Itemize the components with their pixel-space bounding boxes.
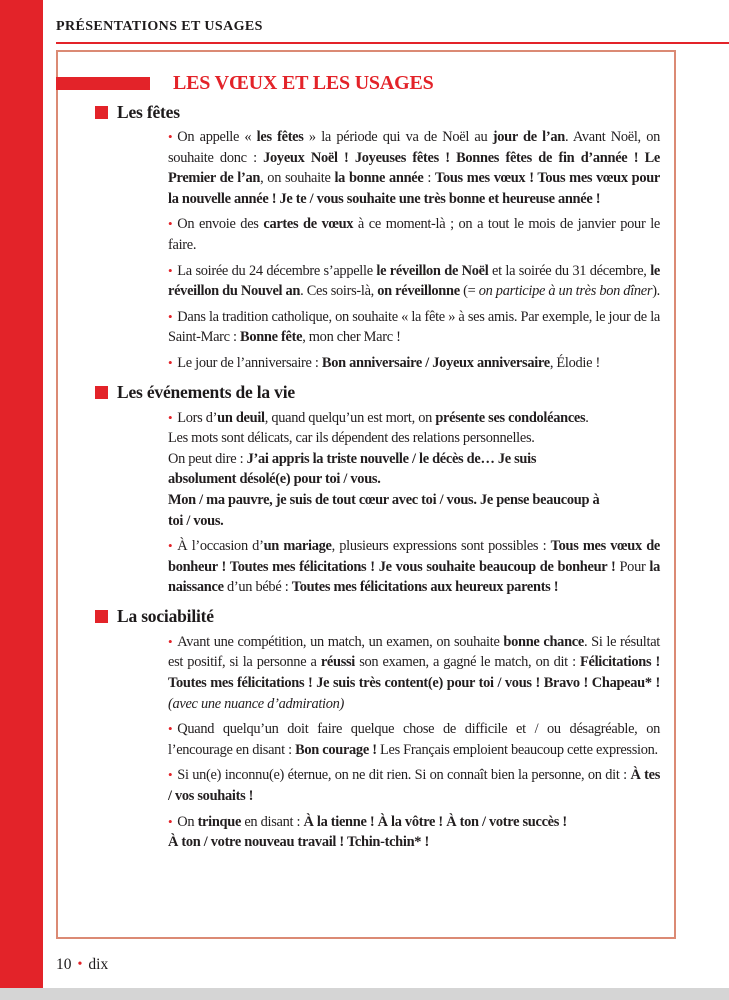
text-segment: Le jour de l’anniversaire :	[177, 354, 322, 371]
text-segment: présente ses condoléances	[435, 409, 586, 426]
text-segment: (avec une nuance d’admiration)	[168, 695, 345, 712]
paragraph	[168, 536, 660, 598]
text-segment: » la période qui va de Noël au	[303, 129, 493, 145]
text-segment: les fêtes	[256, 129, 304, 145]
text-segment: Toutes mes félicitations aux heureux parents !	[291, 579, 559, 596]
sections-container	[58, 102, 674, 853]
section-heading	[95, 607, 674, 627]
text-segment: Joyeux Noël ! Joyeuses fêtes ! Bonnes fêtes de fin d’année ! Le Premier de l’an	[168, 149, 660, 187]
text-segment: on réveillonne	[377, 283, 460, 300]
section	[58, 607, 674, 853]
text-segment: bonne chance	[503, 633, 584, 650]
bullet-icon: •	[168, 409, 173, 425]
paragraph	[168, 765, 660, 806]
text-segment: un mariage	[263, 538, 332, 555]
text-segment: (=	[459, 283, 479, 300]
paragraph	[168, 127, 660, 209]
text-segment: Bonne fête	[240, 329, 303, 346]
red-square-icon	[95, 610, 108, 623]
red-square-icon	[95, 106, 108, 119]
text-segment: son examen, a gagné le match, on dit :	[355, 654, 581, 671]
text-segment: le réveillon de Noël	[376, 262, 489, 279]
text-segment: , Élodie !	[549, 354, 600, 371]
text-segment: à ce moment-là ; on a tout le mois de janvier pour le faire.	[168, 216, 660, 253]
text-segment: Quand quelqu’un doit faire quelque chose de difficile et / ou désagréable, on l’encourage en disant :	[168, 721, 660, 758]
text-segment: .	[585, 409, 589, 426]
section-heading-label: Les fêtes	[117, 101, 180, 122]
text-segment: Les mots sont délicats, car ils dépendent des relations personnelles.	[168, 430, 535, 447]
bullet-icon: •	[168, 813, 173, 829]
section-heading	[95, 383, 674, 403]
text-segment: Félicitations ! Toutes mes félicitations ! Je suis très content(e) pour toi / vous ! Bravo ! Chapeau* !	[168, 654, 660, 692]
text-segment: Tous mes vœux ! Tous mes vœux pour la nouvelle année ! Je te / vous souhaite une très bonne et heureuse année !	[168, 170, 661, 207]
text-segment: Avant une compétition, un match, un examen, on souhaite	[177, 633, 504, 650]
text-segment: , mon cher Marc !	[302, 329, 401, 346]
text-segment: , on souhaite	[260, 170, 335, 187]
text-segment: On envoie des	[177, 216, 264, 233]
text-segment: Bon courage !	[295, 741, 377, 758]
text-segment: Pour	[615, 558, 650, 575]
header-rule	[56, 42, 729, 44]
text-segment: , quand quelqu’un est mort, on	[264, 409, 436, 426]
text-segment: La soirée du 24 décembre s’appelle	[177, 262, 377, 279]
bullet-icon: •	[168, 633, 173, 649]
text-segment: À tes / vos souhaits !	[168, 767, 661, 805]
bullet-icon: •	[168, 354, 173, 370]
text-segment: toi / vous.	[168, 512, 224, 529]
page-edge-strip	[0, 988, 729, 1000]
text-segment: :	[423, 170, 435, 187]
page-footer	[56, 956, 108, 974]
text-segment: cartes de vœux	[263, 216, 354, 233]
text-segment: trinque	[197, 813, 242, 830]
text-segment: un deuil	[217, 409, 265, 426]
text-segment: J’ai appris la triste nouvelle / le décès de… Je suis	[246, 450, 537, 467]
text-segment: réussi	[320, 654, 355, 671]
bullet-icon: •	[168, 216, 173, 232]
text-segment: d’un bébé :	[223, 579, 292, 596]
page-number-word: dix	[88, 956, 109, 973]
text-segment: Les Français emploient beaucoup cette expression.	[376, 741, 658, 758]
text-segment: la bonne année	[334, 170, 424, 187]
text-segment: On	[177, 813, 198, 830]
content-box	[56, 50, 676, 939]
paragraph	[168, 719, 660, 760]
text-segment: absolument désolé(e) pour toi / vous.	[168, 471, 381, 488]
section-heading-label: Les événements de la vie	[117, 382, 295, 403]
page-header: PRÉSENTATIONS ET USAGES	[56, 19, 263, 34]
footer-dot-icon: •	[77, 957, 83, 972]
chapter-title-row	[58, 73, 674, 93]
text-segment: Mon / ma pauvre, je suis de tout cœur avec toi / vous. Je pense beaucoup à	[168, 491, 600, 508]
section-heading-label: La sociabilité	[117, 606, 214, 627]
text-segment: ).	[652, 283, 660, 300]
text-segment: la naissance	[168, 558, 660, 596]
text-segment: . Si le résultat est positif, si la personne a	[168, 633, 660, 671]
paragraph	[168, 214, 660, 255]
text-segment: . Avant Noël, on souhaite donc :	[168, 129, 661, 166]
page-number: 10	[56, 956, 72, 973]
text-segment: À la tienne ! À la vôtre ! À ton / votre succès !	[303, 813, 567, 830]
text-segment: On peut dire :	[168, 450, 247, 467]
section	[58, 102, 674, 374]
section	[58, 383, 674, 598]
paragraph	[168, 307, 660, 348]
paragraph	[168, 353, 660, 374]
bullet-icon: •	[168, 721, 173, 737]
text-segment: Tous mes vœux de bonheur ! Toutes mes félicitations ! Je vous souhaite beaucoup de bonheur !	[168, 538, 660, 575]
text-segment: , plusieurs expressions sont possibles :	[331, 538, 551, 555]
text-segment: Lors d’	[177, 409, 218, 426]
title-accent-bar	[56, 77, 150, 90]
text-segment: on participe à un très bon dîner	[478, 283, 653, 300]
text-segment: Dans la tradition catholique, on souhaite « la fête » à ses amis. Par exemple, le jour de la Saint-Marc :	[168, 308, 660, 346]
bullet-icon: •	[168, 767, 173, 783]
red-square-icon	[95, 386, 108, 399]
text-segment: en disant :	[241, 813, 304, 830]
text-segment: Si un(e) inconnu(e) éternue, on ne dit rien. Si on connaît bien la personne, on dit :	[177, 767, 631, 784]
chapter-title: LES VŒUX ET LES USAGES	[173, 71, 434, 94]
paragraph	[168, 261, 660, 302]
text-segment: Bon anniversaire / Joyeux anniversaire	[321, 354, 550, 371]
paragraph	[168, 812, 660, 853]
bullet-icon: •	[168, 129, 173, 144]
paragraph	[168, 632, 660, 714]
text-segment: À l’occasion d’	[177, 538, 264, 555]
bullet-icon: •	[168, 538, 173, 554]
left-margin-bar	[0, 0, 43, 990]
text-segment: jour de l’an	[492, 129, 565, 145]
text-segment: On appelle «	[177, 129, 257, 145]
text-segment: et la soirée du 31 décembre,	[488, 262, 651, 279]
bullet-icon: •	[168, 262, 173, 278]
bullet-icon: •	[168, 308, 173, 324]
text-segment: le réveillon du Nouvel an	[168, 262, 660, 300]
paragraph	[168, 408, 660, 532]
text-segment: . Ces soirs-là,	[300, 283, 378, 300]
text-segment: À ton / votre nouveau travail ! Tchin-tchin* !	[168, 834, 429, 851]
section-heading	[95, 102, 674, 122]
